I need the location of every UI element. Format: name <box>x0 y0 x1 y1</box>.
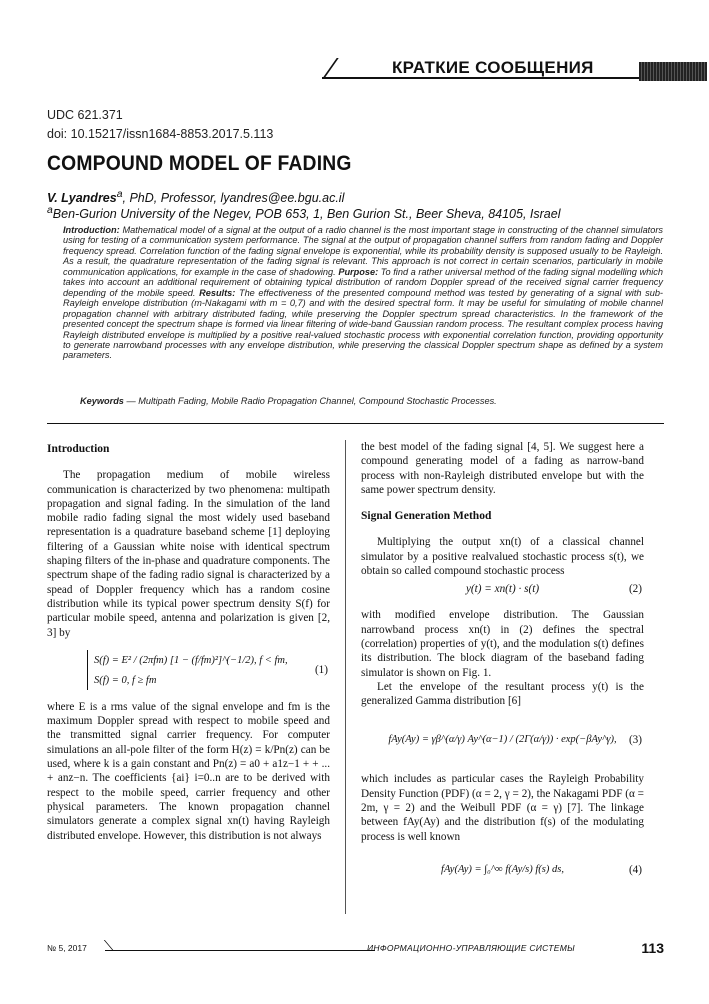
paper-title: COMPOUND MODEL OF FADING <box>47 152 352 175</box>
equation-3 <box>361 718 644 762</box>
footer-issue: № 5, 2017 <box>47 943 87 953</box>
equation-4 <box>361 850 644 890</box>
abstract-results-label: Results: <box>199 287 236 298</box>
eq2-body: y(t) = xn(t) · s(t) <box>465 583 540 596</box>
right-paragraph-4: Let the envelope of the resultant process y(t) is the generalized Gamma distribution [6] <box>361 680 644 708</box>
footer-rule <box>105 950 375 951</box>
doi[interactable]: doi: 10.15217/issn1684-8853.2017.5.113 <box>47 127 274 141</box>
eq4-body: fAy(Ay) = ∫₀^∞ f(Ay/s) f(s) ds, <box>441 863 564 875</box>
abstract-intro-text: Mathematical model of a signal at the output of a radio channel is the most important stage in constructing of the channel simulators using for testing of a communication system performance. The signal at the output of propagation channel suffers from random fading and Doppler frequency spread. Correlation function of the fading signal envelope is exponential, while its probability density is supposed usually to be Rayleigh. As a result, the quadrature representation of the fading signal is relevant. This approach is not correct in certain scenarios, particularly in mobile communication applications, for example in the case of shadowing. <box>63 225 663 277</box>
author-name: V. Lyandres <box>47 191 117 206</box>
abstract <box>63 225 663 361</box>
author-sup: a <box>116 189 123 200</box>
keywords-text: — Multipath Fading, Mobile Radio Propagation Channel, Compound Stochastic Processes. <box>123 396 497 406</box>
header-slant <box>322 58 367 79</box>
affil-sup: a <box>47 205 53 216</box>
equation-2 <box>361 582 644 604</box>
affil-text: Ben-Gurion University of the Negev, POB 653, 1, Ben Gurion St., Beer Sheva, 84105, Israel <box>52 207 561 222</box>
author-line <box>47 189 344 205</box>
eq3-body: fAy(Ay) = γβ^(α/γ) Ay^(α−1) / (2Γ(α/γ)) · exp(−βAy^γ), <box>388 734 617 746</box>
abstract-purpose-text: To find a rather universal method of the fading signal modelling which takes into account an additional requirement of obtaining typical distribution of random Doppler spread of the received signal carrier frequency depending of the mobile speed. <box>63 266 663 298</box>
intro-paragraph: The propagation medium of mobile wireless communication is characterized by two phenomena: multipath propagation and signal fading. In the simulation of the land mobile radio fading signal the most widely used baseband representation is a quadrature baseband scheme [1] deploying filtering of a Gaussian white noise with identical spectrum shaping filters of the in-phase and quadrature components. The spectrum shape of the fading radio signal is characterized by a spead of Doppler frequency which has a random cosine distribution while its typical power spectrum density S(f) for particular mobile speed, antenna and polarization is given [2, 3] by <box>47 469 330 639</box>
right-paragraph-3: with modified envelope distribution. The Gaussian narrowband process xn(t) in (2) defines the spectral (correlation) properties of y(t), and the modulation s(t) defines its distribution. The block diagram of the baseband fading simulator is shown on Fig. 1. <box>361 609 644 679</box>
column-rule <box>345 440 346 914</box>
signal-gen-heading: Signal Generation Method <box>361 510 492 523</box>
eq1-line2: S(f) = 0, f ≥ fm <box>94 674 157 686</box>
footer-slant <box>95 940 113 950</box>
eq3-number: (3) <box>628 734 642 747</box>
author-details[interactable]: , PhD, Professor, lyandres@ee.bgu.ac.il <box>122 191 345 206</box>
right-paragraph-1: the best model of the fading signal [4, 5]. We suggest here a compound generating model of a fading as narrow-band process with non-Rayleigh distributed envelope but with the same power spectrum density. <box>361 441 644 496</box>
header-stripe-block <box>639 62 707 81</box>
keywords-label: Keywords <box>80 396 124 406</box>
right-paragraph-2: Multiplying the output xn(t) of a classical channel simulator by a positive realvalued stochastic process s(t), we obtain so called compound stochastic process <box>361 536 644 578</box>
section-title: КРАТКИЕ СООБЩЕНИЯ <box>392 58 594 77</box>
abstract-results-text: The effectiveness of the presented compound method was tested by generating of a signal with sub-Rayleigh envelope distribution (m-Nakagami with m = 0,7) and with the desired spectral form. It may be useful for simulating of mobile channel propagation channel with arbitrary distributed fading, while preserving the Doppler spectrum spread characteristics. In the framework of the presented concept the spectrum shape is formed via linear filtering of wide-band Gaussian random process. The resultant complex process having Rayleigh distributed envelope is multiplied by a positive real-valued stochastic process with exponential correlation function, providing opportunity to generate narrowband processes with any envelope distribution, while preserving the classical Doppler spectrum shape as defined by a system parameters. <box>63 287 663 361</box>
affiliation <box>47 205 560 221</box>
abstract-purpose-label: Purpose: <box>338 266 379 277</box>
right-paragraph-5: which includes as particular cases the Rayleigh Probability Density Function (PDF) (α = 2, γ = 2), the Nakagami PDF (α = 2m, γ = 2) and the Weibull PDF (α = γ) [7]. The linkage between fAy(Ay) and the distribution f(s) of the modulating process is well known <box>361 773 644 843</box>
section-header <box>322 58 707 84</box>
eq2-number: (2) <box>628 583 642 596</box>
eq4-number: (4) <box>628 863 642 876</box>
page-number: 113 <box>641 940 664 956</box>
abstract-divider <box>47 423 664 424</box>
left-column <box>47 440 330 843</box>
equation-1 <box>47 650 330 690</box>
intro-heading: Introduction <box>47 443 110 455</box>
right-column <box>361 440 644 890</box>
keywords <box>80 396 497 406</box>
udc: UDC 621.371 <box>47 108 123 122</box>
eq1-number: (1) <box>314 663 328 676</box>
eq1-line1: S(f) = E² / (2πfm) [1 − (f/fm)²]^(−1/2), f < fm, <box>94 654 288 666</box>
abstract-intro-label: Introduction: <box>63 225 120 235</box>
intro-paragraph-2: where E is a rms value of the signal envelope and fm is the maximum Doppler spread with respect to mobile speed and the transmitted signal carrier frequency. For computer simulations an all-pole filter of the form H(z) = k/Pn(z) can be used, where k is a gain constant and Pn(z) = a0 + a1z−1 + + ... + anz−n. The coefficients {ai} i=0..n are to be derived with respect to the mobile speed, carrier frequency and other physical parameters. The known propagation channel simulators generate a complex signal xn(t) having Rayleigh distributed envelope. However, this distribution is not always <box>47 700 330 842</box>
footer-journal: ИНФОРМАЦИОННО-УПРАВЛЯЮЩИЕ СИСТЕМЫ <box>367 943 575 953</box>
page-footer <box>47 940 664 960</box>
